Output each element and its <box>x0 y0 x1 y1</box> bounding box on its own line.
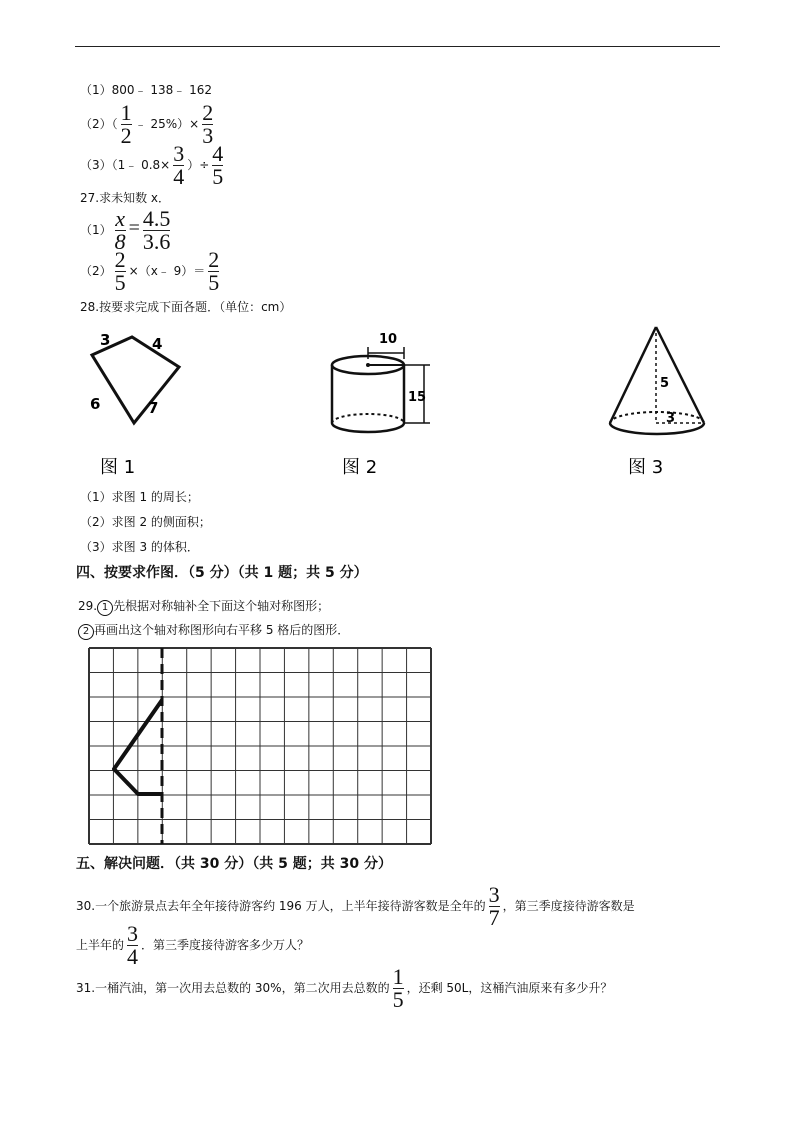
frac-den: 3.6 <box>142 229 171 254</box>
fig3-height-label: 5 <box>660 376 670 391</box>
q26-p3-mid: ）÷ <box>187 158 210 172</box>
fig2-diameter-label: 10 <box>379 332 398 347</box>
figure-3-drawing <box>608 325 718 485</box>
cone-base-front <box>610 423 704 434</box>
fig2-caption: 图 2 <box>342 457 378 478</box>
section-5-title: 五、解决问题．（共 30 分）（共 5 题；共 30 分） <box>76 856 392 872</box>
frac-den: 5 <box>208 270 220 295</box>
frac-num: 2 <box>114 247 126 272</box>
frac-num: x <box>115 206 126 231</box>
q31-text2: ，还剩 50L，这桶汽油原来有多少升？ <box>406 981 613 995</box>
frac-den: 4 <box>127 944 139 969</box>
q30-text1: 30.一个旅游景点去年全年接待游客约 196 万人，上半年接待游客数是全年的 <box>76 899 486 913</box>
cone-left-edge <box>610 327 656 423</box>
q27-p1-frac2 <box>142 206 171 254</box>
q27-p2-prefix: （2） <box>80 264 112 278</box>
cone-base-back <box>610 412 704 423</box>
q30-text3: 上半年的 <box>76 938 125 952</box>
q27-p1-eq: = <box>128 217 140 239</box>
frac-den: 5 <box>212 164 224 189</box>
q28-part1: （1）求图 1 的周长； <box>80 490 199 504</box>
fig1-side-label: 4 <box>152 335 163 353</box>
fig1-caption: 图 1 <box>100 457 136 478</box>
q26-p2-mid: ﹣ 25%）× <box>134 117 200 131</box>
frac-num: 1 <box>120 100 132 125</box>
figure-2 <box>330 325 440 488</box>
q30-text4: ．第三季度接待游客多少万人？ <box>141 938 310 952</box>
fig1-side-label: 6 <box>90 395 101 413</box>
fig1-side-label: 7 <box>148 399 159 417</box>
circled-number-2: 2 <box>78 624 94 640</box>
frac-den: 3 <box>202 123 214 148</box>
q26-p2-prefix: （2）（ <box>80 117 118 131</box>
q30-frac2 <box>127 921 139 969</box>
q31-frac <box>392 964 404 1012</box>
frac-num: 4 <box>212 141 224 166</box>
q29-step1-text: 先根据对称轴补全下面这个轴对称图形； <box>113 599 330 613</box>
circled-number-1: 1 <box>97 600 113 616</box>
q27-part1 <box>80 206 173 254</box>
frac-num: 2 <box>208 247 220 272</box>
frac-num: 4.5 <box>142 206 171 231</box>
frac-den: 4 <box>173 164 185 189</box>
q27-p2-frac2 <box>208 247 220 295</box>
q29-step2-text: 再画出这个轴对称图形向右平移 5 格后的图形． <box>94 623 350 637</box>
q26-p3-frac1 <box>173 141 185 189</box>
drawing-grid <box>89 648 431 844</box>
frac-den: 5 <box>114 270 126 295</box>
figure-3 <box>608 325 718 488</box>
q29-line1 <box>78 597 329 616</box>
fig1-side-label: 3 <box>100 331 111 349</box>
frac-num: 3 <box>127 921 139 946</box>
figure-1 <box>80 325 210 488</box>
frac-den: 7 <box>488 905 500 930</box>
q27-p2-frac1 <box>114 247 126 295</box>
header-rule <box>75 46 720 47</box>
frac-den: 2 <box>120 123 132 148</box>
q27-part2 <box>80 247 222 295</box>
q26-part1: （1）800﹣ 138﹣ 162 <box>80 83 212 97</box>
fig3-caption: 图 3 <box>628 457 664 478</box>
q29-line2 <box>78 621 349 640</box>
quadrilateral-shape <box>92 337 179 423</box>
q28-part2: （2）求图 2 的侧面积； <box>80 515 211 529</box>
q27-p2-mid: ×（x﹣ 9）＝ <box>128 264 206 278</box>
q29-number: 29. <box>78 599 98 613</box>
q30-line2 <box>76 921 310 969</box>
frac-num: 1 <box>392 964 404 989</box>
q28-part3: （3）求图 3 的体积． <box>80 540 199 554</box>
cylinder-bottom-front <box>332 423 404 432</box>
q27-p1-frac1 <box>114 206 126 254</box>
section-4-title: 四、按要求作图．（5 分）（共 1 题；共 5 分） <box>76 565 368 581</box>
frac-num: 3 <box>173 141 185 166</box>
grid-lines <box>89 648 431 844</box>
q26-part2 <box>80 100 216 148</box>
grid-figure <box>89 648 431 847</box>
figure-2-drawing <box>330 325 440 485</box>
frac-num: 2 <box>202 100 214 125</box>
q26-p2-frac1 <box>120 100 132 148</box>
cone-right-edge <box>656 327 704 423</box>
q30-text2: ，第三季度接待游客数是 <box>502 899 635 913</box>
cylinder-bottom-back <box>332 414 404 423</box>
frac-num: 3 <box>488 882 500 907</box>
frac-den: 8 <box>114 229 126 254</box>
q26-p3-prefix: （3）（1﹣ 0.8× <box>80 158 171 172</box>
q31-line1 <box>76 964 613 1012</box>
figure-1-drawing <box>80 325 210 485</box>
q27-title: 27.求未知数 x． <box>80 191 171 205</box>
frac-den: 5 <box>392 987 404 1012</box>
q26-p3-frac2 <box>212 141 224 189</box>
q31-text1: 31.一桶汽油，第一次用去总数的 30%，第二次用去总数的 <box>76 981 390 995</box>
fig2-height-label: 15 <box>408 390 427 405</box>
fig3-radius-label: 3 <box>666 411 676 426</box>
q30-line1 <box>76 882 635 930</box>
q26-part3 <box>80 141 226 189</box>
q30-frac1 <box>488 882 500 930</box>
q26-p2-frac2 <box>202 100 214 148</box>
q27-p1-prefix: （1） <box>80 223 112 237</box>
q28-title: 28.按要求完成下面各题．（单位：cm） <box>80 300 292 314</box>
